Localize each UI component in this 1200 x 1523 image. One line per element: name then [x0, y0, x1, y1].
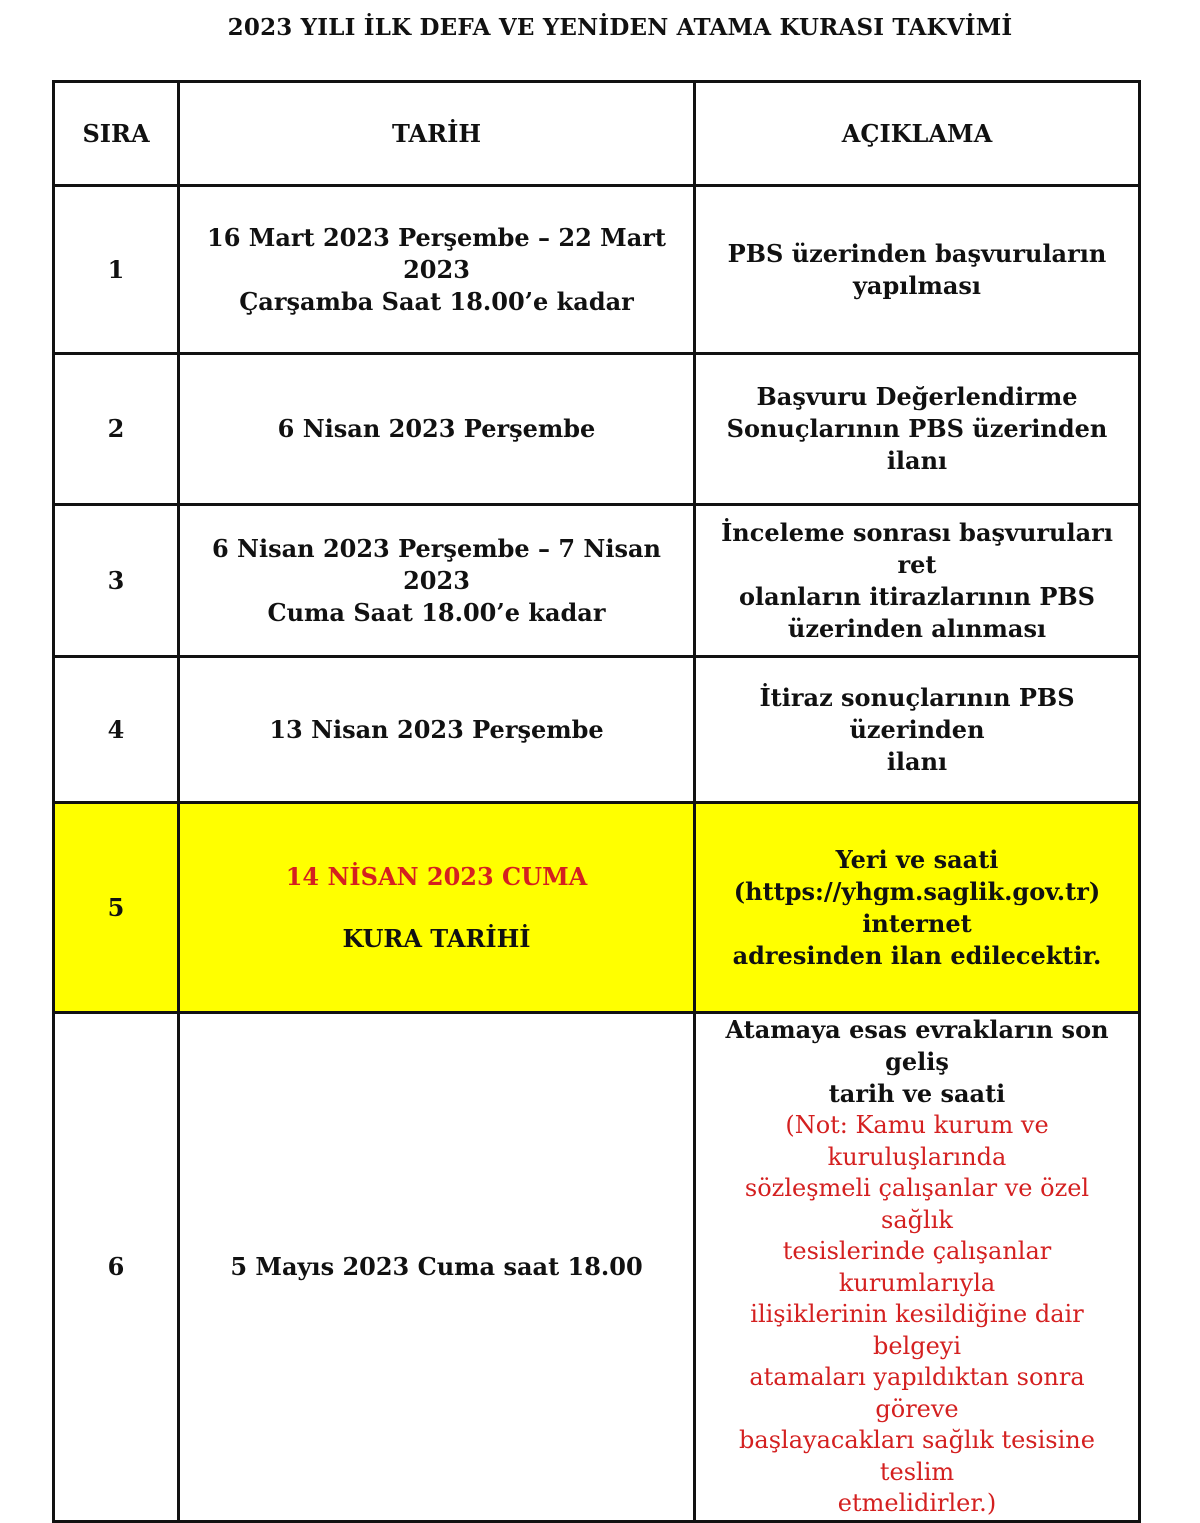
- note-line: başlayacakları sağlık tesisine teslim: [739, 1426, 1095, 1486]
- table-row: [54, 657, 1140, 803]
- description-line: adresinden ilan edilecektir.: [732, 940, 1102, 970]
- schedule-table: [52, 80, 1141, 1523]
- draw-date-label: KURA TARİHİ: [342, 923, 531, 953]
- description-line: ilanı: [886, 746, 948, 776]
- table-row: [54, 186, 1140, 354]
- table-row-highlighted: [54, 803, 1140, 1013]
- description-line: yapılması: [852, 270, 982, 300]
- date-line: 16 Mart 2023 Perşembe – 22 Mart 2023: [207, 222, 666, 284]
- description-cell: [695, 186, 1140, 354]
- description-line: PBS üzerinden başvuruların: [727, 238, 1107, 268]
- date-cell: [179, 803, 695, 1013]
- description-line: olanların itirazlarının PBS: [739, 581, 1095, 611]
- column-header-aciklama: AÇIKLAMA: [695, 82, 1140, 186]
- description-line: Atamaya esas evrakların son geliş: [725, 1015, 1109, 1076]
- table-row: [54, 505, 1140, 657]
- row-number: 3: [54, 505, 179, 657]
- table-row: [54, 354, 1140, 505]
- row-number: 1: [54, 186, 179, 354]
- column-header-tarih: TARİH: [179, 82, 695, 186]
- description-cell: [695, 803, 1140, 1013]
- description-line: İtiraz sonuçlarının PBS üzerinden: [759, 682, 1075, 744]
- description-line: Yeri ve saati: [835, 844, 999, 874]
- description-cell: [695, 505, 1140, 657]
- note-line: tesislerinde çalışanlar kurumlarıyla: [782, 1237, 1052, 1297]
- date-cell: 5 Mayıs 2023 Cuma saat 18.00: [179, 1013, 695, 1522]
- draw-date: 14 NİSAN 2023 CUMA: [285, 861, 588, 891]
- row-number: 5: [54, 803, 179, 1013]
- row-number: 2: [54, 354, 179, 505]
- date-cell: [179, 186, 695, 354]
- date-line: Çarşamba Saat 18.00’e kadar: [239, 286, 634, 316]
- date-cell: 13 Nisan 2023 Perşembe: [179, 657, 695, 803]
- row-number: 6: [54, 1013, 179, 1522]
- description-cell: [695, 657, 1140, 803]
- row-number: 4: [54, 657, 179, 803]
- spacer: [190, 893, 683, 923]
- table-row: [54, 1013, 1140, 1522]
- page-title: 2023 YILI İLK DEFA VE YENİDEN ATAMA KURASI TAKVİMİ: [227, 14, 1013, 41]
- description-cell: [695, 1013, 1140, 1522]
- note-line: (Not: Kamu kurum ve kuruluşlarında: [785, 1111, 1049, 1171]
- note-line: sözleşmeli çalışanlar ve özel sağlık: [744, 1174, 1090, 1234]
- date-line: 6 Nisan 2023 Perşembe – 7 Nisan 2023: [211, 533, 661, 595]
- date-cell: 6 Nisan 2023 Perşembe: [179, 354, 695, 505]
- date-cell: [179, 505, 695, 657]
- description-line: Başvuru Değerlendirme: [756, 382, 1078, 411]
- note-line: atamaları yapıldıktan sonra göreve: [749, 1363, 1085, 1423]
- note-line: ilişiklerinin kesildiğine dair belgeyi: [750, 1300, 1084, 1360]
- note-line: etmelidirler.): [837, 1489, 997, 1517]
- column-header-sira: SIRA: [54, 82, 179, 186]
- description-line: İnceleme sonrası başvuruları ret: [721, 517, 1113, 579]
- table-header-row: [54, 82, 1140, 186]
- date-line: Cuma Saat 18.00’e kadar: [267, 597, 606, 627]
- description-cell: [695, 354, 1140, 505]
- description-line: tarih ve saati: [828, 1079, 1006, 1108]
- description-line: Sonuçlarının PBS üzerinden ilanı: [726, 414, 1108, 475]
- description-line: üzerinden alınması: [787, 613, 1047, 643]
- description-line: (https://yhgm.saglik.gov.tr) internet: [733, 876, 1101, 938]
